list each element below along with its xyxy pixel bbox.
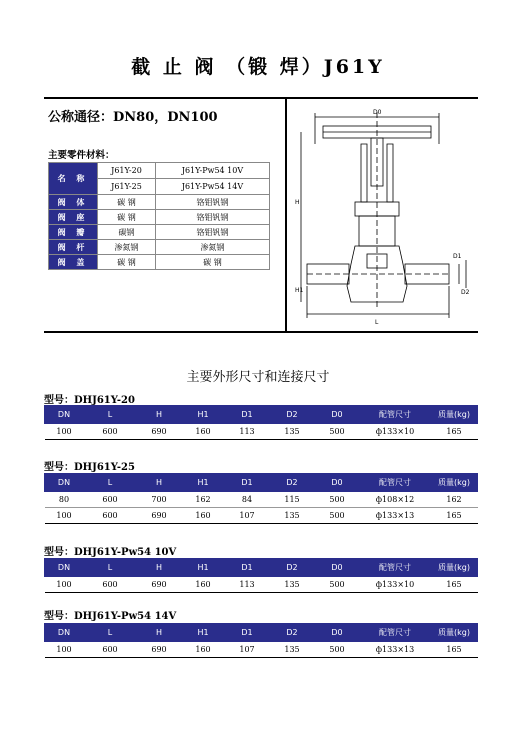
table-cell: 113: [225, 577, 270, 593]
col-weight: 质量(kg): [431, 406, 478, 424]
model-text: 型号：: [44, 547, 74, 558]
column-header: H: [137, 624, 182, 642]
vertical-divider: [285, 99, 287, 331]
table-cell: 100: [45, 577, 84, 593]
part-material-1: 碳 钢: [98, 255, 156, 270]
part-material-2: 铬钼钒钢: [155, 210, 269, 225]
table-cell: 135: [270, 642, 315, 658]
table-cell: 500: [315, 642, 360, 658]
part-name: 阀 盖: [49, 255, 98, 270]
table-cell: 165: [431, 424, 478, 440]
table-cell: 160: [182, 642, 225, 658]
table-row: [45, 424, 478, 440]
column-header: 配管尺寸: [360, 624, 431, 642]
part-name: 阀 体: [49, 195, 98, 210]
bottom-rule: [44, 331, 478, 333]
table-cell: 135: [270, 577, 315, 593]
table-cell: 100: [45, 508, 84, 524]
table-cell: 135: [270, 424, 315, 440]
table-cell: 700: [137, 492, 182, 508]
parts-row: [49, 225, 270, 240]
dimension-table-1: [44, 405, 478, 440]
label-l: L: [375, 319, 379, 326]
part-name: 阀 瓣: [49, 225, 98, 240]
col-l: L: [84, 406, 137, 424]
parts-header-col2a: J61Y-Pw54 10V: [155, 163, 269, 179]
column-header: DN: [45, 474, 84, 492]
col-pipe: 配管尺寸: [360, 406, 431, 424]
table-cell: ф133×10: [360, 577, 431, 593]
model-heading-4: [44, 607, 176, 622]
part-material-2: 碳 钢: [155, 255, 269, 270]
model-heading-3: [44, 543, 176, 558]
valve-drawing: [295, 104, 473, 328]
part-material-2: 铬钼钒钢: [155, 195, 269, 210]
label-d1: D1: [453, 253, 462, 260]
parts-material-table: [48, 162, 270, 270]
parts-row: [49, 210, 270, 225]
table-cell: 100: [45, 424, 84, 440]
dimension-table-3: [44, 558, 478, 593]
table-cell: 162: [431, 492, 478, 508]
col-h1: H1: [182, 406, 225, 424]
column-header: H: [137, 474, 182, 492]
table-cell: 165: [431, 642, 478, 658]
model-text: DHJ61Y-25: [74, 462, 135, 473]
table-cell: 107: [225, 642, 270, 658]
dimensions-section-title: 主要外形尺寸和连接尺寸: [186, 370, 330, 385]
parts-header-col1a: J61Y-20: [98, 163, 156, 179]
table-cell: 500: [315, 424, 360, 440]
table-header: [45, 559, 478, 577]
table-cell: 690: [137, 577, 182, 593]
table-cell: 160: [182, 508, 225, 524]
model-heading-1: [44, 391, 135, 406]
column-header: D0: [315, 474, 360, 492]
table-cell: 690: [137, 424, 182, 440]
column-header: DN: [45, 559, 84, 577]
column-header: D0: [315, 559, 360, 577]
column-header: H1: [182, 559, 225, 577]
column-header: H1: [182, 474, 225, 492]
table-cell: 84: [225, 492, 270, 508]
dimension-table-2: [44, 473, 478, 524]
parts-row: [49, 240, 270, 255]
column-header: D1: [225, 624, 270, 642]
table-cell: 500: [315, 577, 360, 593]
table-cell: 600: [84, 642, 137, 658]
column-header: L: [84, 474, 137, 492]
model-heading-2: [44, 458, 135, 473]
label-h1: H1: [295, 287, 304, 294]
table-cell: 80: [45, 492, 84, 508]
table-cell: 165: [431, 508, 478, 524]
table-cell: 107: [225, 508, 270, 524]
table-cell: 115: [270, 492, 315, 508]
model-text: 型号：: [44, 611, 74, 622]
model-text: DHJ61Y-Pw54 14V: [74, 611, 177, 622]
table-cell: ф133×10: [360, 424, 431, 440]
col-d1: D1: [225, 406, 270, 424]
column-header: 质量(kg): [431, 559, 478, 577]
parts-header-name: 名 称: [49, 163, 98, 195]
column-header: 质量(kg): [431, 474, 478, 492]
parts-row: [49, 255, 270, 270]
column-header: 配管尺寸: [360, 559, 431, 577]
table-cell: 113: [225, 424, 270, 440]
table-cell: ф133×13: [360, 642, 431, 658]
nominal-value: DN80，DN100: [113, 110, 218, 125]
table-cell: 600: [84, 508, 137, 524]
model-text: 型号：: [44, 462, 74, 473]
part-material-2: 渗氮钢: [155, 240, 269, 255]
table-cell: 135: [270, 508, 315, 524]
dimension-table-4: [44, 623, 478, 658]
parts-header-col1b: J61Y-25: [98, 179, 156, 195]
table-row: [45, 492, 478, 508]
table-cell: 600: [84, 577, 137, 593]
column-header: L: [84, 624, 137, 642]
table-row: [45, 577, 478, 593]
column-header: D2: [270, 474, 315, 492]
parts-row: [49, 195, 270, 210]
table-row: [45, 642, 478, 658]
table-row: [45, 508, 478, 524]
nominal-diameter: [48, 106, 218, 125]
table-cell: 500: [315, 508, 360, 524]
page-title: 截 止 阀 （锻 焊）J61Y: [131, 56, 385, 78]
nominal-label: 公称通径：: [48, 110, 114, 125]
col-d0: D0: [315, 406, 360, 424]
parts-header-col2b: J61Y-Pw54 14V: [155, 179, 269, 195]
table-cell: 162: [182, 492, 225, 508]
part-material-1: 碳 钢: [98, 195, 156, 210]
column-header: H1: [182, 624, 225, 642]
model-text: DHJ61Y-20: [74, 395, 135, 406]
part-material-1: 渗氮钢: [98, 240, 156, 255]
column-header: D1: [225, 474, 270, 492]
column-header: D2: [270, 624, 315, 642]
table-header: [45, 406, 478, 424]
col-dn: DN: [45, 406, 84, 424]
table-cell: 690: [137, 642, 182, 658]
column-header: D1: [225, 559, 270, 577]
table-cell: ф108×12: [360, 492, 431, 508]
part-material-2: 铬钼钒钢: [155, 225, 269, 240]
column-header: DN: [45, 624, 84, 642]
top-rule: [44, 97, 478, 99]
model-text: 型号：: [44, 395, 74, 406]
part-name: 阀 座: [49, 210, 98, 225]
parts-heading: 主要零件材料：: [48, 150, 115, 161]
part-material-1: 碳钢: [98, 225, 156, 240]
column-header: 配管尺寸: [360, 474, 431, 492]
label-h: H: [295, 199, 300, 206]
column-header: 质量(kg): [431, 624, 478, 642]
part-name: 阀 杆: [49, 240, 98, 255]
table-header: [45, 624, 478, 642]
table-cell: 500: [315, 492, 360, 508]
col-h: H: [137, 406, 182, 424]
col-d2: D2: [270, 406, 315, 424]
table-cell: 600: [84, 492, 137, 508]
column-header: L: [84, 559, 137, 577]
table-cell: 600: [84, 424, 137, 440]
table-cell: 160: [182, 577, 225, 593]
table-cell: 165: [431, 577, 478, 593]
part-material-1: 碳 钢: [98, 210, 156, 225]
table-cell: ф133×13: [360, 508, 431, 524]
table-cell: 100: [45, 642, 84, 658]
table-cell: 690: [137, 508, 182, 524]
column-header: D0: [315, 624, 360, 642]
label-d2: D2: [461, 289, 470, 296]
model-text: DHJ61Y-Pw54 10V: [74, 547, 177, 558]
label-d0: D0: [373, 109, 382, 116]
table-header: [45, 474, 478, 492]
column-header: H: [137, 559, 182, 577]
table-cell: 160: [182, 424, 225, 440]
column-header: D2: [270, 559, 315, 577]
